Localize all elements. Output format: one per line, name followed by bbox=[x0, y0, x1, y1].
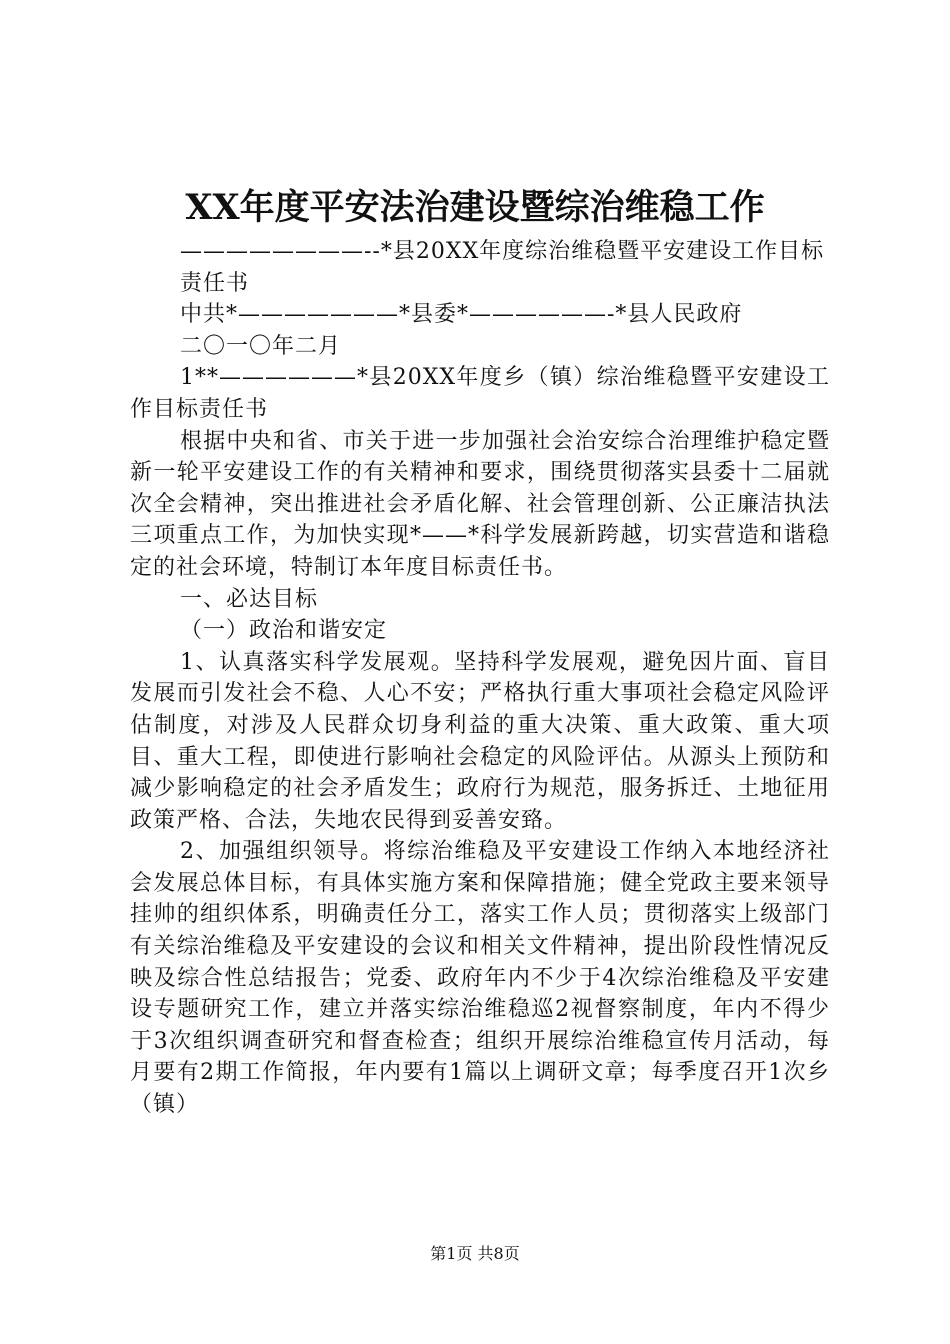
heading-section-one: 一、必达目标 bbox=[180, 586, 319, 612]
paragraph-date: 二〇一〇年二月 bbox=[180, 333, 342, 359]
paragraph-subtitle-line: ————————--*县20XX年度综治维稳暨平安建设工作目标 bbox=[180, 239, 825, 264]
heading-subsection-one: （一）政治和谐安定 bbox=[180, 618, 388, 644]
paragraph-responsibility: 责任书 bbox=[180, 270, 250, 296]
document-title: XX年度平安法治建设暨综治维稳工作 bbox=[185, 187, 765, 228]
paragraph-section-title: 1**——————*县20XX年度乡（镇）综治维稳暨平安建设工作目标责任书 bbox=[130, 365, 830, 422]
paragraph-item-two: 2、加强组织领导。将综治维稳及平安建设工作纳入本地经济社会发展总体目标，有具体实施方案和保障措施；健全党政主要来领导挂帅的组织体系，明确责任分工，落实工作人员；贯彻落实上级部门有关综治维稳及平安建设的会议和相关文件精神，提出阶段性情况反映及综合性总结报告；党委、政府年内不少于4次综治维稳及平安建设专题研究工作，建立并落实综治维稳巡2视督察制度，年内不得少于3次组织调查研究和督查检查；组织开展综治维稳宣传月活动，每月要有2期工作简报，年内要有1篇以上调研文章；每季度召开1次乡（镇） bbox=[130, 839, 830, 1118]
paragraph-intro: 根据中央和省、市关于进一步加强社会治安综合治理维护稳定暨新一轮平安建设工作的有关精神和要求，围绕贯彻落实县委十二届就次全会精神，突出推进社会矛盾化解、社会管理创新、公正廉洁执法三项重点工作，为加快实现*——*科学发展新跨越，切实营造和谐稳定的社会环境，特制订本年度目标责任书。 bbox=[130, 428, 830, 580]
page-footer: 第1页 共8页 bbox=[430, 1244, 520, 1263]
paragraph-item-one: 1、认真落实科学发展观。坚持科学发展观，避免因片面、盲目发展而引发社会不稳、人心不安；严格执行重大事项社会稳定风险评估制度，对涉及人民群众切身利益的重大决策、重大政策、重大项目、重大工程，即使进行影响社会稳定的风险评估。从源头上预防和减少影响稳定的社会矛盾发生；政府行为规范，服务拆迁、土地征用政策严格、合法，失地农民得到妥善安臵。 bbox=[130, 649, 830, 833]
paragraph-issuers: 中共*———————*县委*——————-*县人民政府 bbox=[180, 302, 743, 328]
document-body bbox=[130, 236, 830, 1121]
